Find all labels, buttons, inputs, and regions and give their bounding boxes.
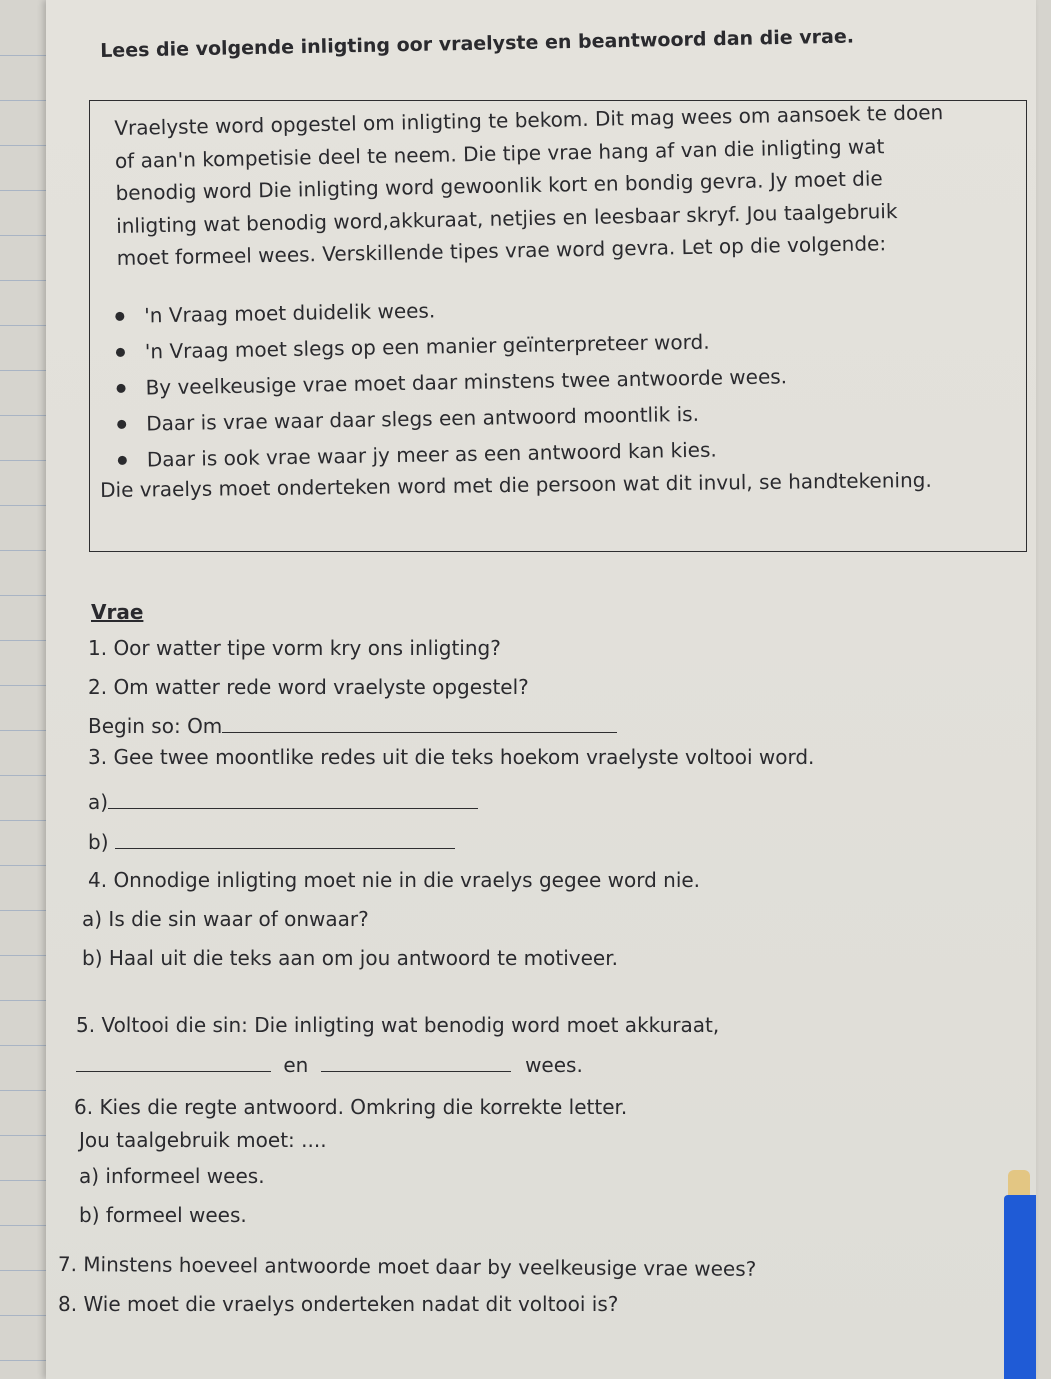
question-6-option-b[interactable]: b) formeel wees. xyxy=(79,1203,247,1227)
question-2: 2. Om watter rede word vraelyste opgestel? xyxy=(88,675,529,699)
option-label: b) xyxy=(88,830,109,854)
answer-blank[interactable] xyxy=(321,1055,511,1072)
bullet-text: 'n Vraag moet duidelik wees. xyxy=(144,298,436,328)
paragraph-line: benodig word Die inligting word gewoonlik kort en bondig gevra. Jy moet die xyxy=(115,166,883,205)
answer-blank[interactable] xyxy=(115,832,455,849)
question-5-answer-line xyxy=(76,1053,583,1077)
instruction-heading: Lees die volgende inligting oor vraelyste en beantwoord dan die vrae. xyxy=(100,25,855,62)
bullet-text: Daar is ook vrae waar jy meer as een antwoord kan kies. xyxy=(146,437,717,472)
question-5: 5. Voltooi die sin: Die inligting wat benodig word moet akkuraat, xyxy=(76,1013,720,1037)
question-1: 1. Oor watter tipe vorm kry ons inligting? xyxy=(88,636,501,660)
question-3a-line xyxy=(88,790,478,814)
signature-note: Die vraelys moet onderteken word met die persoon wat dit invul, se handtekening. xyxy=(100,467,932,502)
question-6: 6. Kies die regte antwoord. Omkring die korrekte letter. xyxy=(74,1095,628,1119)
question-3b-line xyxy=(88,830,455,854)
question-6-stem: Jou taalgebruik moet: .... xyxy=(79,1128,327,1152)
answer-blank[interactable] xyxy=(222,716,617,733)
bullet-text: By veelkeusige vrae moet daar minstens twee antwoorde wees. xyxy=(145,364,788,400)
question-4b: b) Haal uit die teks aan om jou antwoord te motiveer. xyxy=(82,946,618,970)
question-4a: a) Is die sin waar of onwaar? xyxy=(82,907,369,931)
bullet-text: 'n Vraag moet slegs op een manier geïnterpreteer word. xyxy=(144,329,710,364)
conjunction-text: en xyxy=(283,1053,309,1077)
paragraph-line: of aan'n kompetisie deel te neem. Die tipe vrae hang af van die inligting wat xyxy=(114,133,885,173)
option-label: a) xyxy=(88,790,109,814)
question-4: 4. Onnodige inligting moet nie in die vraelys gegee word nie. xyxy=(88,868,701,892)
question-3: 3. Gee twee moontlike redes uit die teks hoekom vraelyste voltooi word. xyxy=(88,745,815,769)
answer-blank[interactable] xyxy=(76,1055,271,1072)
questions-title: Vrae xyxy=(91,600,144,624)
question-8: 8. Wie moet die vraelys onderteken nadat dit voltooi is? xyxy=(58,1292,619,1316)
bullet-text: Daar is vrae waar daar slegs een antwoord moontlik is. xyxy=(145,401,700,436)
paragraph-line: inligting wat benodig word,akkuraat, netjies en leesbaar skryf. Jou taalgebruik xyxy=(115,198,898,238)
paragraph-line: moet formeel wees. Verskillende tipes vrae word gevra. Let op die volgende: xyxy=(116,231,887,270)
question-7: 7. Minstens hoeveel antwoorde moet daar by veelkeusige vrae wees? xyxy=(57,1252,757,1281)
question-2-answer-line xyxy=(88,714,617,738)
paragraph-line: Vraelyste word opgestel om inligting te bekom. Dit mag wees om aansoek te doen xyxy=(114,100,944,140)
begin-prompt: Begin so: Om xyxy=(88,714,223,738)
question-6-option-a[interactable]: a) informeel wees. xyxy=(79,1164,265,1188)
sentence-end-text: wees. xyxy=(525,1053,583,1077)
answer-blank[interactable] xyxy=(108,792,478,809)
